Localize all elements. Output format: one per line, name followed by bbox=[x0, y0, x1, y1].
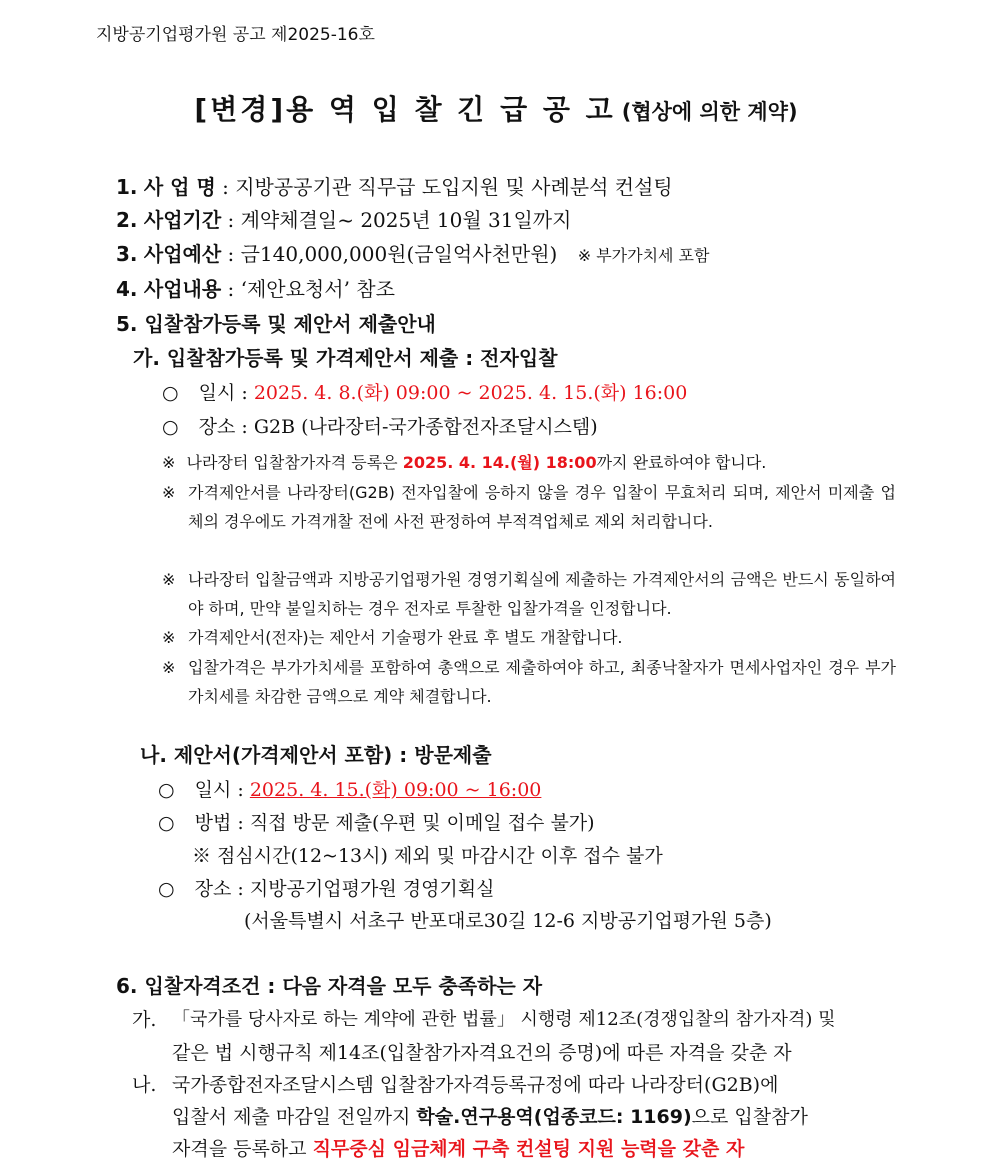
document-title bbox=[0, 88, 992, 128]
section-6b-capability: 직무중심 임금체계 구축 컨설팅 지원 능력을 갖춘 자 bbox=[312, 1138, 745, 1160]
section-5b-method bbox=[158, 810, 595, 836]
section-5b-place bbox=[158, 876, 495, 902]
section-5b-date-label: 일시 : bbox=[194, 779, 250, 801]
note-text: 가격제안서를 나라장터(G2B) 전자입찰에 응하지 않을 경우 입찰이 무효처리 되며, 제안서 미제출 업체의 경우에도 가격개찰 전에 사전 판정하여 부적격업체로 제외 처리합니다. bbox=[188, 483, 896, 531]
section-4 bbox=[116, 276, 395, 302]
note-item bbox=[162, 448, 766, 477]
title-main: [변경]용 역 입 찰 긴 급 공 고 bbox=[194, 93, 616, 126]
section-3-separator: : bbox=[221, 242, 241, 266]
section-4-label: 사업내용 bbox=[143, 277, 222, 301]
section-5b-method-label: 방법 : bbox=[194, 812, 250, 834]
section-5b-method-note: ※ 점심시간(12~13시) 제외 및 마감시간 이후 접수 불가 bbox=[192, 845, 663, 867]
section-1 bbox=[116, 174, 673, 200]
section-2-value: 계약체결일~ 2025년 10월 31일까지 bbox=[240, 208, 572, 232]
section-2-separator: : bbox=[221, 208, 241, 232]
title-subtitle: (협상에 의한 계약) bbox=[621, 100, 798, 124]
section-1-label: 사 업 명 bbox=[143, 175, 216, 199]
section-3 bbox=[116, 241, 709, 269]
section-6-heading: 6. 입찰자격조건 : 다음 자격을 모두 충족하는 자 bbox=[116, 974, 543, 998]
section-3-label: 사업예산 bbox=[143, 242, 222, 266]
announcement-number: 지방공기업평가원 공고 제2025-16호 bbox=[96, 25, 375, 45]
bullet-icon: ○ bbox=[158, 779, 175, 801]
section-6b-text: 입찰서 제출 마감일 전일까지 bbox=[172, 1106, 417, 1128]
reference-mark-icon: ※ bbox=[162, 628, 176, 647]
section-6b-line-3 bbox=[172, 1136, 744, 1162]
section-2-label: 사업기간 bbox=[143, 208, 222, 232]
note-deadline: 2025. 4. 14.(월) 18:00 bbox=[402, 453, 597, 472]
section-5a-place-label: 장소 : bbox=[198, 416, 254, 438]
bullet-icon: ○ bbox=[162, 382, 179, 404]
section-5a-heading: 가. 입찰참가등록 및 가격제안서 제출 : 전자입찰 bbox=[133, 346, 558, 370]
section-6b-line-1: 국가종합전자조달시스템 입찰참가자격등록규정에 따라 나라장터(G2B)에 bbox=[172, 1074, 779, 1096]
section-5a-date-value: 2025. 4. 8.(화) 09:00 ~ 2025. 4. 15.(화) 16:00 bbox=[253, 382, 688, 404]
section-5b-method-value: 직접 방문 제출(우편 및 이메일 접수 불가) bbox=[249, 812, 595, 834]
section-4-value: ‘제안요청서’ 참조 bbox=[240, 277, 395, 301]
note-text: 나라장터 입찰참가자격 등록은 bbox=[186, 453, 403, 472]
note-text: 입찰가격은 부가가치세를 포함하여 총액으로 제출하여야 하고, 최종낙찰자가 면세사업자인 경우 부가가치세를 차감한 금액으로 계약 체결합니다. bbox=[188, 658, 896, 706]
section-5a-place bbox=[162, 414, 598, 440]
section-5a-date-label: 일시 : bbox=[198, 382, 254, 404]
section-2-number: 2. bbox=[116, 208, 138, 232]
note-text: 나라장터 입찰금액과 지방공기업평가원 경영기획실에 제출하는 가격제안서의 금액은 반드시 동일하여야 하며, 만약 불일치하는 경우 전자로 투찰한 입찰가격을 인정합니다. bbox=[188, 570, 896, 618]
section-2 bbox=[116, 207, 571, 233]
section-5-heading: 5. 입찰참가등록 및 제안서 제출안내 bbox=[116, 312, 436, 336]
reference-mark-icon: ※ bbox=[162, 483, 176, 502]
section-6b-line-2 bbox=[172, 1104, 808, 1130]
section-5b-heading: 나. 제안서(가격제안서 포함) : 방문제출 bbox=[140, 743, 492, 767]
section-3-value: 금140,000,000원(금일억사천만원) bbox=[240, 242, 558, 266]
section-5b-address: (서울특별시 서초구 반포대로30길 12-6 지방공기업평가원 5층) bbox=[244, 910, 772, 932]
reference-mark-icon: ※ bbox=[162, 658, 176, 677]
section-1-value: 지방공공기관 직무급 도입지원 및 사례분석 컨설팅 bbox=[235, 175, 673, 199]
section-6a-line-1: 「국가를 당사자로 하는 계약에 관한 법률」 시행령 제12조(경쟁입찰의 참가자격) 및 bbox=[172, 1009, 836, 1030]
section-3-vat-note: ※ 부가가치세 포함 bbox=[577, 246, 710, 265]
bullet-icon: ○ bbox=[158, 878, 175, 900]
section-6a-mark: 가. bbox=[132, 1009, 157, 1031]
bullet-icon: ○ bbox=[158, 812, 175, 834]
reference-mark-icon: ※ bbox=[162, 453, 176, 472]
section-6b-industry-code: 학술.연구용역(업종코드: 1169) bbox=[416, 1106, 692, 1128]
note-text: 까지 완료하여야 합니다. bbox=[596, 453, 767, 472]
section-1-separator: : bbox=[215, 175, 236, 199]
section-6a-line-2: 같은 법 시행규칙 제14조(입찰참가자격요건의 증명)에 따른 자격을 갖춘 자 bbox=[172, 1042, 792, 1064]
bullet-icon: ○ bbox=[162, 416, 179, 438]
section-5b-date-value: 2025. 4. 15.(화) 09:00 ~ 16:00 bbox=[249, 779, 542, 801]
section-5b-place-label: 장소 : bbox=[194, 878, 250, 900]
section-6b-text: 으로 입찰참가 bbox=[691, 1106, 808, 1128]
section-4-number: 4. bbox=[116, 277, 138, 301]
section-1-number: 1. bbox=[116, 175, 138, 199]
note-text: 가격제안서(전자)는 제안서 기술평가 완료 후 별도 개찰합니다. bbox=[188, 628, 623, 647]
section-5a-date bbox=[162, 380, 687, 406]
section-5b-date bbox=[158, 777, 541, 803]
reference-mark-icon: ※ bbox=[162, 570, 176, 589]
section-6b-text: 자격을 등록하고 bbox=[172, 1138, 313, 1160]
section-5a-place-value: G2B (나라장터-국가종합전자조달시스템) bbox=[253, 416, 598, 438]
section-5b-place-value: 지방공기업평가원 경영기획실 bbox=[249, 878, 495, 900]
section-3-number: 3. bbox=[116, 242, 138, 266]
section-6b-mark: 나. bbox=[132, 1074, 157, 1096]
section-4-separator: : bbox=[221, 277, 241, 301]
